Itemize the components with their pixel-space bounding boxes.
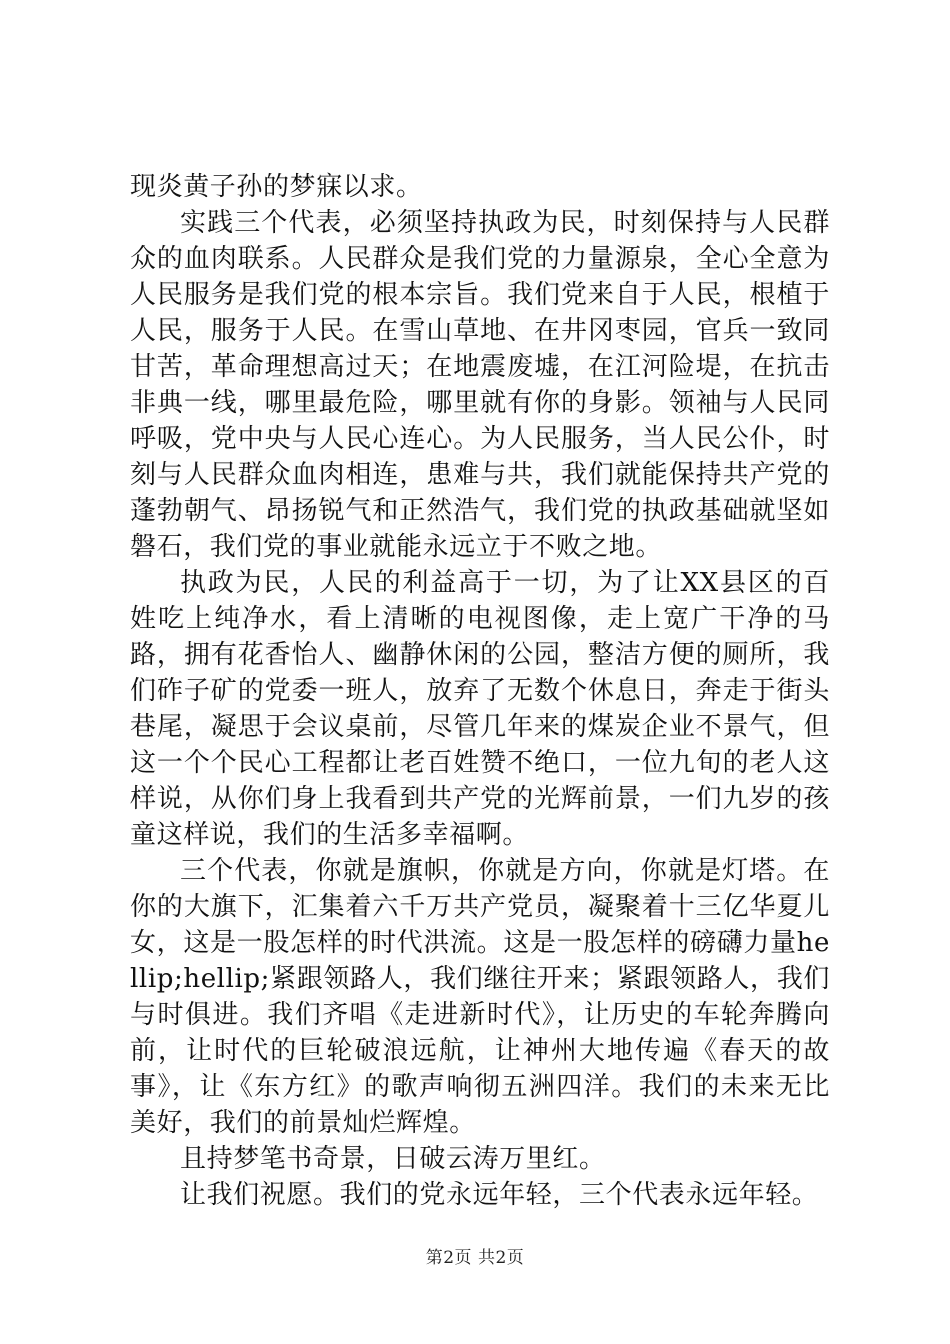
paragraph-three-represents: 三个代表，你就是旗帜，你就是方向，你就是灯塔。在你的大旗下，汇集着六千万共产党员，凝聚着十三亿华夏儿女，这是一股怎样的时代洪流。这是一股怎样的磅礴力量hellip;hellip;紧跟领路人，我们继往开来；紧跟领路人，我们与时俱进。我们齐唱《走进新时代》，让历史的车轮奔腾向前，让时代的巨轮破浪远航，让神州大地传遍《春天的故事》，让《东方红》的歌声响彻五洲四洋。我们的未来无比美好，我们的前景灿烂辉煌。	[130, 856, 830, 1138]
paragraph-closing-wish: 让我们祝愿。我们的党永远年轻，三个代表永远年轻。	[180, 1180, 819, 1210]
paragraph-continuation: 现炎黄子孙的梦寐以求。	[130, 172, 423, 202]
page-number-footer: 第2页 共2页	[425, 1248, 525, 1268]
document-body	[130, 169, 830, 1213]
paragraph-poem-line: 且持梦笔书奇景，日破云涛万里红。	[180, 1144, 606, 1174]
paragraph-serve-the-people: 实践三个代表，必须坚持执政为民，时刻保持与人民群众的血肉联系。人民群众是我们党的力量源泉，全心全意为人民服务是我们党的根本宗旨。我们党来自于人民，根植于人民，服务于人民。在雪山草地、在井冈枣园，官兵一致同甘苦，革命理想高过天；在地震废墟，在江河险堤，在抗击非典一线，哪里最危险，哪里就有你的身影。领袖与人民同呼吸，党中央与人民心连心。为人民服务，当人民公仆，时刻与人民群众血肉相连，患难与共，我们就能保持共产党的蓬勃朝气、昂扬锐气和正然浩气，我们党的执政基础就坚如磐石，我们党的事业就能永远立于不败之地。	[130, 208, 830, 562]
paragraph-govern-for-people: 执政为民，人民的利益高于一切，为了让XX县区的百姓吃上纯净水，看上清晰的电视图像，走上宽广干净的马路，拥有花香怡人、幽静休闲的公园，整洁方便的厕所，我们砟子矿的党委一班人，放弃了无数个休息日，奔走于街头巷尾，凝思于会议桌前，尽管几年来的煤炭企业不景气，但这一个个民心工程都让老百姓赞不绝口，一位九旬的老人这样说，从你们身上我看到共产党的光辉前景，一们九岁的孩童这样说，我们的生活多幸福啊。	[130, 568, 830, 850]
